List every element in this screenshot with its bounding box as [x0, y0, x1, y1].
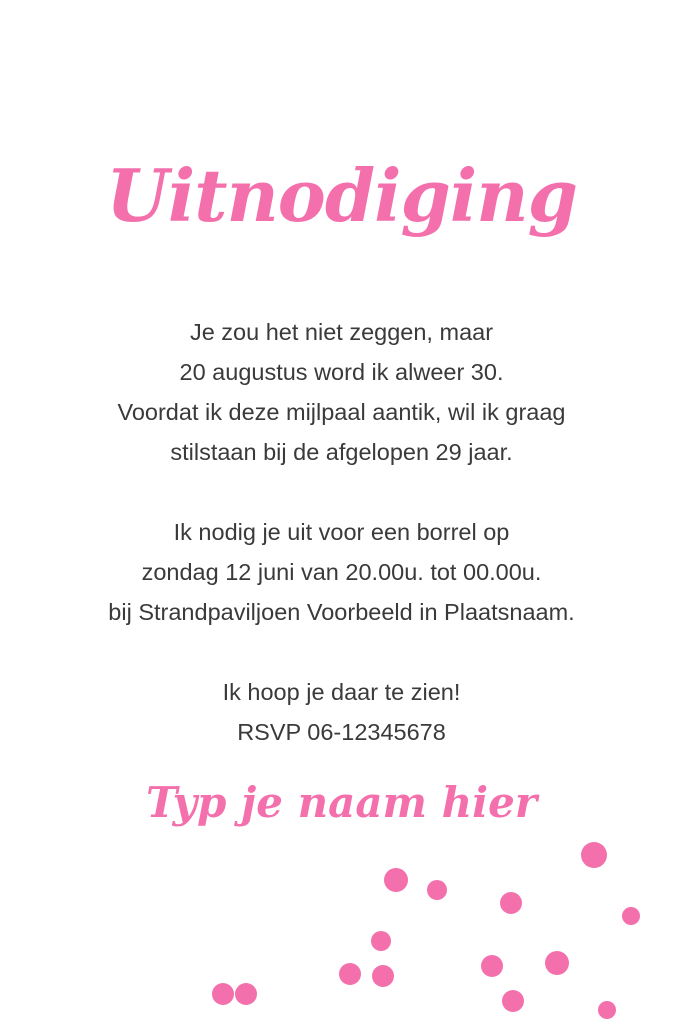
body-line: bij Strandpaviljoen Voorbeeld in Plaatsnaam. — [108, 599, 575, 625]
body-line: Voordat ik deze mijlpaal aantik, wil ik graag — [117, 399, 566, 425]
confetti-dot — [481, 955, 503, 977]
body-paragraph-3 — [0, 672, 683, 752]
confetti-dot — [545, 951, 569, 975]
confetti-dot — [502, 990, 524, 1012]
body-line: RSVP 06-12345678 — [237, 719, 446, 745]
confetti-dot — [372, 965, 394, 987]
invitation-body — [0, 312, 683, 752]
body-line: 20 augustus word ik alweer 30. — [179, 359, 504, 385]
confetti-dot — [581, 842, 607, 868]
confetti-dot — [384, 868, 408, 892]
confetti-dot — [212, 983, 234, 1005]
confetti-dot — [339, 963, 361, 985]
confetti-dot — [622, 907, 640, 925]
body-line: Ik hoop je daar te zien! — [222, 679, 461, 705]
body-line: zondag 12 juni van 20.00u. tot 00.00u. — [141, 559, 542, 585]
confetti-dot — [235, 983, 257, 1005]
confetti-dot — [371, 931, 391, 951]
body-paragraph-1 — [0, 312, 683, 472]
confetti-dot — [500, 892, 522, 914]
body-line: Je zou het niet zeggen, maar — [189, 319, 494, 345]
body-line: stilstaan bij de afgelopen 29 jaar. — [170, 439, 513, 465]
body-paragraph-2 — [0, 512, 683, 632]
signature-name: Typ je naam hier — [146, 778, 537, 827]
page-title: Uitnodiging — [106, 153, 577, 238]
confetti-dot — [427, 880, 447, 900]
body-line: Ik nodig je uit voor een borrel op — [173, 519, 510, 545]
confetti-dot — [598, 1001, 616, 1019]
